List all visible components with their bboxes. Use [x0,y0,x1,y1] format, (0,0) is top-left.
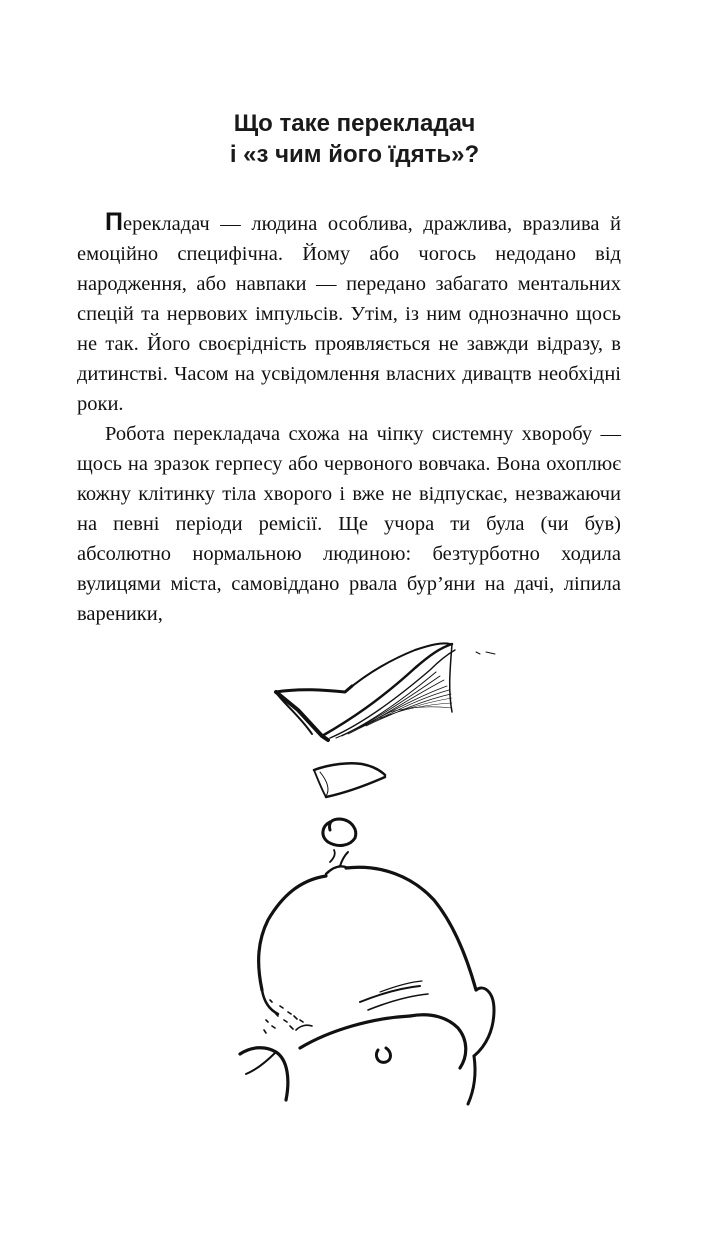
chapter-title-line-1: Що таке перекладач [233,110,476,137]
flying-book-icon [276,643,495,740]
falling-page-icon [314,763,385,797]
chapter-title [0,108,709,170]
paragraph-2: Робота перекладача схожа на чіпку системну хворобу — щось на зразок герпесу або червоного вовчака. Вона охоплює кожну клітинку тіла хворого і вже не відпускає, незважаючи на певні періоди ремісії. Ще учора ти була (чи був) абсолютно нормальною людиною: безтурботно ходила вулицями міста, самовіддано рвала бур’яни на дачі, ліпила вареники, [77,423,621,625]
drop-cap: П [105,208,123,236]
paper-scrap-icon [323,819,356,845]
paragraph-1-text: ерекладач — людина особлива, дражлива, вразлива й емоційно специфічна. Йому або чогось недодано від народження, або навпаки — передано забагато ментальних спецій та нервових імпульсів. Утім, із ним однозначно щось не так. Його своєрідність проявляється не завжди відразу, в дитинстві. Часом на усвідомлення власних дивацтв необхідні роки. [77,213,621,415]
open-book-head-sketch-icon [225,638,525,1108]
chapter-title-line-2: і «з чим його їдять»? [229,141,480,168]
body-text [77,207,621,629]
head-sketch-icon [240,850,494,1104]
paragraph-1 [77,207,621,419]
